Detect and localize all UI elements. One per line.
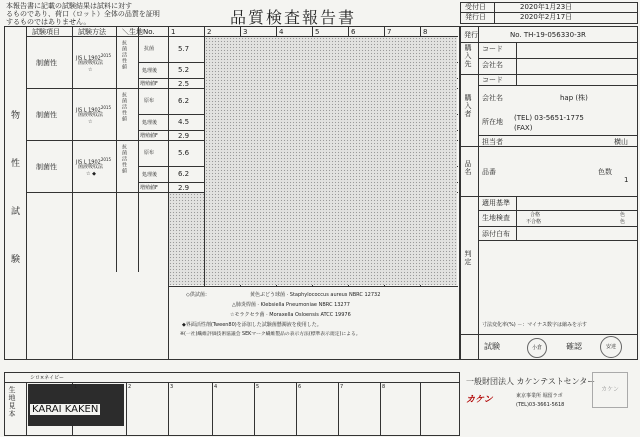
header-num-8: 8	[423, 28, 428, 36]
notice-line-1: 本報告書に記載の試験結果は試料に対す	[6, 2, 132, 10]
notice-line-2: るものであり、荷口（ロット）全体の品質を証明	[6, 10, 160, 18]
group-3-row-2-value: 6.2	[178, 170, 190, 178]
judge-label: 判定	[464, 250, 472, 266]
group-2-row-3-value: 2.9	[178, 132, 190, 140]
client-company-label: 会社名	[482, 94, 503, 102]
sample-num-6: 6	[298, 384, 302, 390]
header-num-3: 3	[243, 28, 248, 36]
group-3-sub: 抗菌活性値	[121, 144, 127, 174]
client-code-label: コード	[482, 76, 503, 84]
color-label: 色数	[598, 168, 612, 176]
issued-date: 2020年2月17日	[520, 13, 573, 21]
sample-num-2: 2	[128, 384, 132, 390]
group-1-row-3-value: 2.5	[178, 80, 190, 88]
sample-num-8: 8	[382, 384, 386, 390]
received-label: 受付日	[465, 3, 486, 11]
sample-num-5: 5	[256, 384, 260, 390]
tester-seal: 小倉	[527, 338, 547, 358]
fail-label: 不合格	[526, 219, 542, 225]
side-label-4: 験	[11, 255, 21, 265]
note-1: ◇供試菌：	[186, 292, 210, 298]
issued-label: 発行日	[465, 13, 486, 21]
fabric-side-label: 生地見本	[8, 386, 16, 418]
group-2-row-3-label: 増殖値F	[140, 133, 158, 139]
group-3-row-1-value: 5.6	[178, 149, 190, 157]
group-3-row-3-label: 増殖値F	[140, 185, 158, 191]
client-label: 購入者	[464, 94, 472, 118]
judge-row-1: 適用基準	[482, 199, 510, 207]
goods-label: 品名	[464, 160, 472, 176]
group-1-row-3-label: 増殖値F	[140, 81, 158, 87]
header-num-7: 7	[387, 28, 392, 36]
header-num-2: 2	[207, 28, 212, 36]
group-3-row-3-value: 2.9	[178, 184, 190, 192]
issuer-seal: カケン	[592, 372, 628, 408]
note-2: 黄色ぶどう球菌 · Staphylococcus aureus NBRC 12732	[250, 292, 381, 298]
header-num-5: 5	[315, 28, 320, 36]
side-label-2: 性	[11, 159, 21, 169]
tester-label: 試験	[484, 342, 500, 351]
group-2-row-1-label: 原布	[144, 98, 155, 104]
issue-number: No. TH-19-056330-3R	[510, 31, 586, 39]
sample-num-7: 7	[340, 384, 344, 390]
fail-color-unit: 色	[620, 219, 626, 225]
note-3: △肺炎桿菌 · Klebsiella Pneumoniae NBRC 13277	[232, 302, 350, 308]
header-num-6: 6	[351, 28, 356, 36]
group-1-row-1-value: 5.7	[178, 45, 190, 53]
page-title: 品質検査報告書	[230, 8, 357, 27]
issuer-org: 一般財団法人 カケンテストセンター	[466, 377, 596, 386]
client-tel: (TEL) 03-5651-1775	[514, 114, 584, 122]
group-3-row-2-label: 処理後	[142, 172, 158, 178]
confirm-label: 確認	[566, 342, 582, 351]
color-count: 1	[624, 176, 629, 184]
confirm-seal: 安達	[600, 336, 622, 358]
group-2-method: JIS L $1902^{2015}$	[76, 105, 111, 114]
buyer-company-label: 会社名	[482, 61, 503, 69]
client-company: hap (株)	[560, 94, 588, 102]
sample-num-1: 1	[74, 384, 78, 390]
group-1-row-2-label: 処理後	[142, 68, 158, 74]
header-num-1: 1	[171, 28, 176, 36]
sample-num-3: 3	[170, 384, 174, 390]
notice-line-3: するものではありません。	[6, 18, 91, 26]
group-3-row-1-label: 原布	[144, 150, 155, 156]
header-item: 試験項目	[32, 28, 60, 36]
issuer-branch: 東京事業所 堀留ラボ	[516, 393, 563, 399]
client-fax: (FAX)	[514, 124, 533, 132]
goods-number-label: 品番	[482, 168, 496, 176]
staff-label: 担当者	[482, 138, 503, 146]
note-5: ◆界面活性剤(Tween80)を添加した試験菌懸濁液を使用した。	[182, 322, 322, 328]
group-1-method-l3: ☆	[88, 67, 93, 73]
group-3-method-l3: ☆ ◆	[86, 171, 96, 177]
group-1-row-2-value: 5.2	[178, 66, 190, 74]
group-2-row-2-value: 4.5	[178, 118, 190, 126]
note-4: ☆モラクセラ菌 · Moraxella Osloensis ATCC 19976	[230, 312, 351, 318]
buyer-code-label: コード	[482, 45, 503, 53]
note-6: ※(一社)繊維評価技術協議会 SEKマーク繊維製品の表示方法(標準表示規定)による。	[180, 332, 361, 337]
fabric-label: シロ×ネイビー	[30, 375, 64, 381]
unused-results-area-col1	[169, 193, 204, 285]
issue-label: 発行	[464, 31, 478, 39]
header-sample: ＼生地No.	[122, 28, 155, 36]
issuer-tel: (TEL)03-3661-5618	[516, 402, 565, 408]
group-2-row-1-value: 6.2	[178, 97, 190, 105]
pass-label: 合格	[530, 212, 541, 218]
group-2-sub: 抗菌活性値	[121, 92, 127, 122]
group-1-method: JIS L $1902^{2015}$	[76, 53, 111, 62]
group-3-method-l2: 菌液吸収法	[78, 164, 104, 170]
address-label: 所在地	[482, 118, 503, 126]
side-label-3: 試	[11, 207, 21, 217]
unused-results-area	[205, 37, 457, 285]
header-num-4: 4	[279, 28, 284, 36]
group-2-item: 制菌性	[36, 111, 57, 119]
judge-row-3: 添付白布	[482, 230, 510, 238]
group-1-sub: 抗菌活性値	[121, 40, 127, 70]
buyer-label: 購入先	[464, 44, 472, 68]
side-label-1: 物	[11, 111, 21, 121]
group-3-method: JIS L $1902^{2015}$	[76, 157, 111, 166]
received-date: 2020年1月23日	[520, 3, 573, 11]
group-3-item: 制菌性	[36, 163, 57, 171]
judge-row-2: 生地検査	[482, 214, 510, 222]
pass-color-unit: 色	[620, 212, 626, 218]
group-2-method-l3: ☆	[88, 119, 93, 125]
group-1-method-l2: 菌液吸収法	[78, 60, 104, 66]
fabric-sample-text: KARAI KAKEN	[32, 404, 99, 415]
sample-num-4: 4	[214, 384, 218, 390]
staff-name: 横山	[614, 138, 628, 146]
header-method: 試験方法	[78, 28, 106, 36]
group-2-row-2-label: 処理後	[142, 120, 158, 126]
group-1-item: 制菌性	[36, 59, 57, 67]
group-1-row-1-label: 抗菌	[144, 46, 155, 52]
issuer-logo: カケン	[466, 395, 493, 405]
group-2-method-l2: 菌液吸収法	[78, 112, 104, 118]
dimension-note: 寸法変化率(%) －：マイナス数字は縮みを示す	[482, 322, 587, 328]
